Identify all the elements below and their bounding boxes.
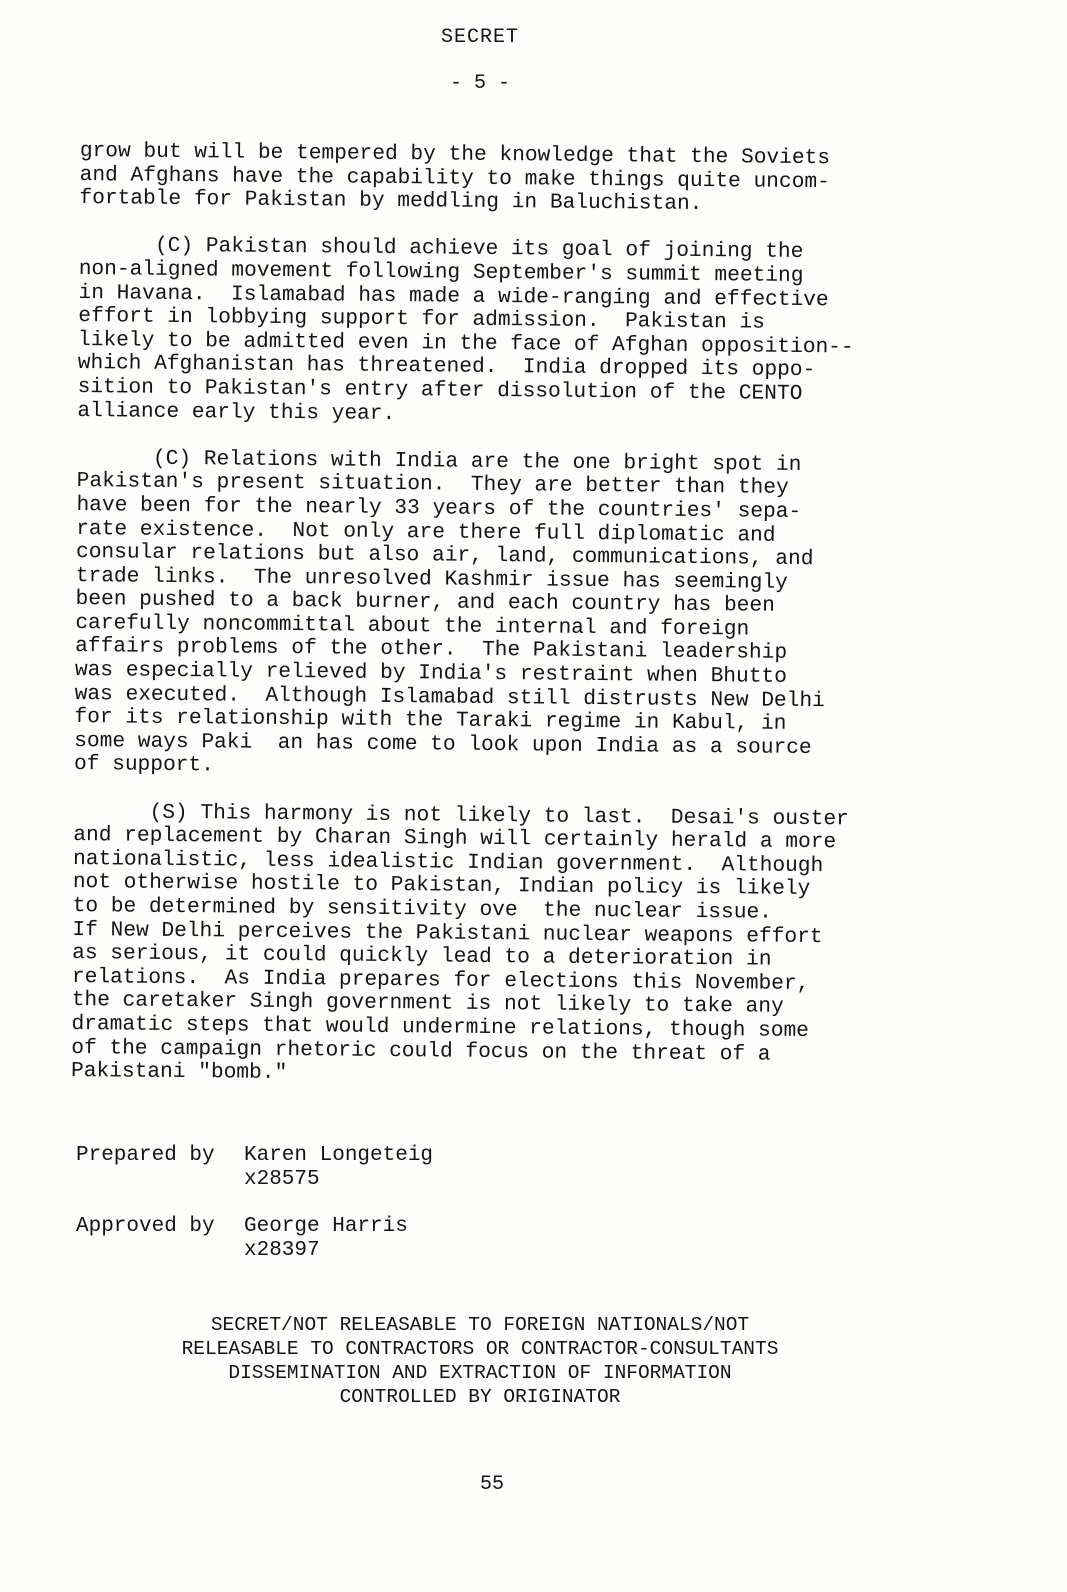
text-line: for its relationship with the Taraki regime in Kabul, in	[74, 705, 787, 737]
text-line: (C) Relations with India are the one bright spot in	[152, 446, 802, 477]
paragraph-harmony	[71, 801, 954, 1093]
text-line: grow but will be tempered by the knowledge that the Soviets	[79, 139, 831, 171]
text-line: some ways Paki an has come to look upon India as a source	[74, 728, 812, 760]
signature-role: Prepared by	[76, 1144, 215, 1167]
text-line: affairs problems of the other. The Pakistani leadership	[75, 634, 788, 666]
page-marker: - 5 -	[449, 72, 510, 95]
dissemination-line: DISSEMINATION AND EXTRACTION OF INFORMATION	[228, 1362, 732, 1384]
text-line: Pakistan's present situation. They are better than they	[76, 469, 789, 501]
text-line: If New Delhi perceives the Pakistani nuclear weapons effort	[72, 917, 823, 949]
text-line: alliance early this year.	[77, 398, 396, 426]
text-line: non-aligned movement following September's summit meeting	[78, 256, 804, 288]
dissemination-line: RELEASABLE TO CONTRACTORS OR CONTRACTOR-CONSULTANTS	[181, 1338, 779, 1360]
text-line: consular relations but also air, land, communications, and	[75, 540, 814, 572]
classification-header: SECRET	[440, 26, 519, 49]
text-line: carefully noncommittal about the internal and foreign	[75, 610, 750, 642]
text-line: nationalistic, less idealistic Indian government. Although	[72, 846, 824, 878]
text-line: as serious, it could quickly lead to a deterioration in	[72, 941, 772, 972]
text-line: and Afghans have the capability to make things quite uncom-	[79, 162, 830, 194]
text-line: (S) This harmony is not likely to last. Desai's ouster	[149, 800, 849, 832]
text-line: the caretaker Singh government is not likely to take any	[71, 988, 784, 1020]
page-number: 55	[479, 1473, 504, 1496]
text-line: was executed. Although Islamabad still distrusts New Delhi	[74, 681, 825, 713]
text-line: Pakistani "bomb."	[70, 1059, 288, 1086]
text-line: was especially relieved by India's restraint when Bhutto	[74, 658, 788, 689]
signature-name: George Harris	[244, 1215, 408, 1238]
dissemination-notice	[0, 1313, 960, 1409]
text-line: effort in lobbying support for admission. Pakistan is	[78, 304, 765, 335]
paragraph-non-aligned	[77, 234, 959, 431]
text-line: been pushed to a back burner, and each country has been	[75, 587, 775, 618]
text-line: relations. As India prepares for elections this November,	[71, 964, 810, 996]
signature-extension: x28397	[244, 1238, 320, 1262]
text-line: fortable for Pakistan by meddling in Baluchistan.	[79, 186, 703, 217]
text-line: of support.	[73, 752, 214, 778]
text-line: likely to be admitted even in the face of Afghan opposition--	[77, 327, 854, 360]
signature-name: Karen Longeteig	[244, 1144, 434, 1167]
text-line: have been for the nearly 33 years of the countries' sepa-	[76, 492, 802, 524]
text-line: not otherwise hostile to Pakistan, Indian policy is likely	[72, 870, 811, 902]
paragraph-india-relations	[74, 447, 957, 786]
paragraph-continuation	[79, 140, 960, 219]
text-line: which Afghanistan has threatened. India dropped its oppo-	[77, 351, 816, 383]
body-text	[71, 140, 960, 1116]
text-line: sition to Pakistan's entry after dissolution of the CENTO	[77, 374, 803, 406]
text-line: (C) Pakistan should achieve its goal of joining the	[154, 234, 804, 265]
signature-role: Approved by	[76, 1215, 215, 1238]
text-line: trade links. The unresolved Kashmir issue has seemingly	[75, 563, 788, 595]
signature-approved	[76, 1215, 576, 1262]
text-line: to be determined by sensitivity ove the nuclear issue.	[72, 893, 773, 925]
dissemination-line: SECRET/NOT RELEASABLE TO FOREIGN NATIONALS/NOT	[210, 1314, 750, 1336]
text-line: rate existence. Not only are there full diplomatic and	[76, 516, 776, 548]
signature-extension: x28575	[244, 1167, 320, 1191]
text-line: of the campaign rhetoric could focus on the threat of a	[71, 1035, 771, 1067]
text-line: in Havana. Islamabad has made a wide-ranging and effective	[78, 280, 829, 312]
signature-prepared	[76, 1144, 576, 1191]
dissemination-line: CONTROLLED BY ORIGINATOR	[339, 1386, 621, 1408]
text-line: dramatic steps that would undermine relations, though some	[71, 1011, 810, 1044]
text-line: and replacement by Charan Singh will certainly herald a more	[73, 823, 837, 855]
